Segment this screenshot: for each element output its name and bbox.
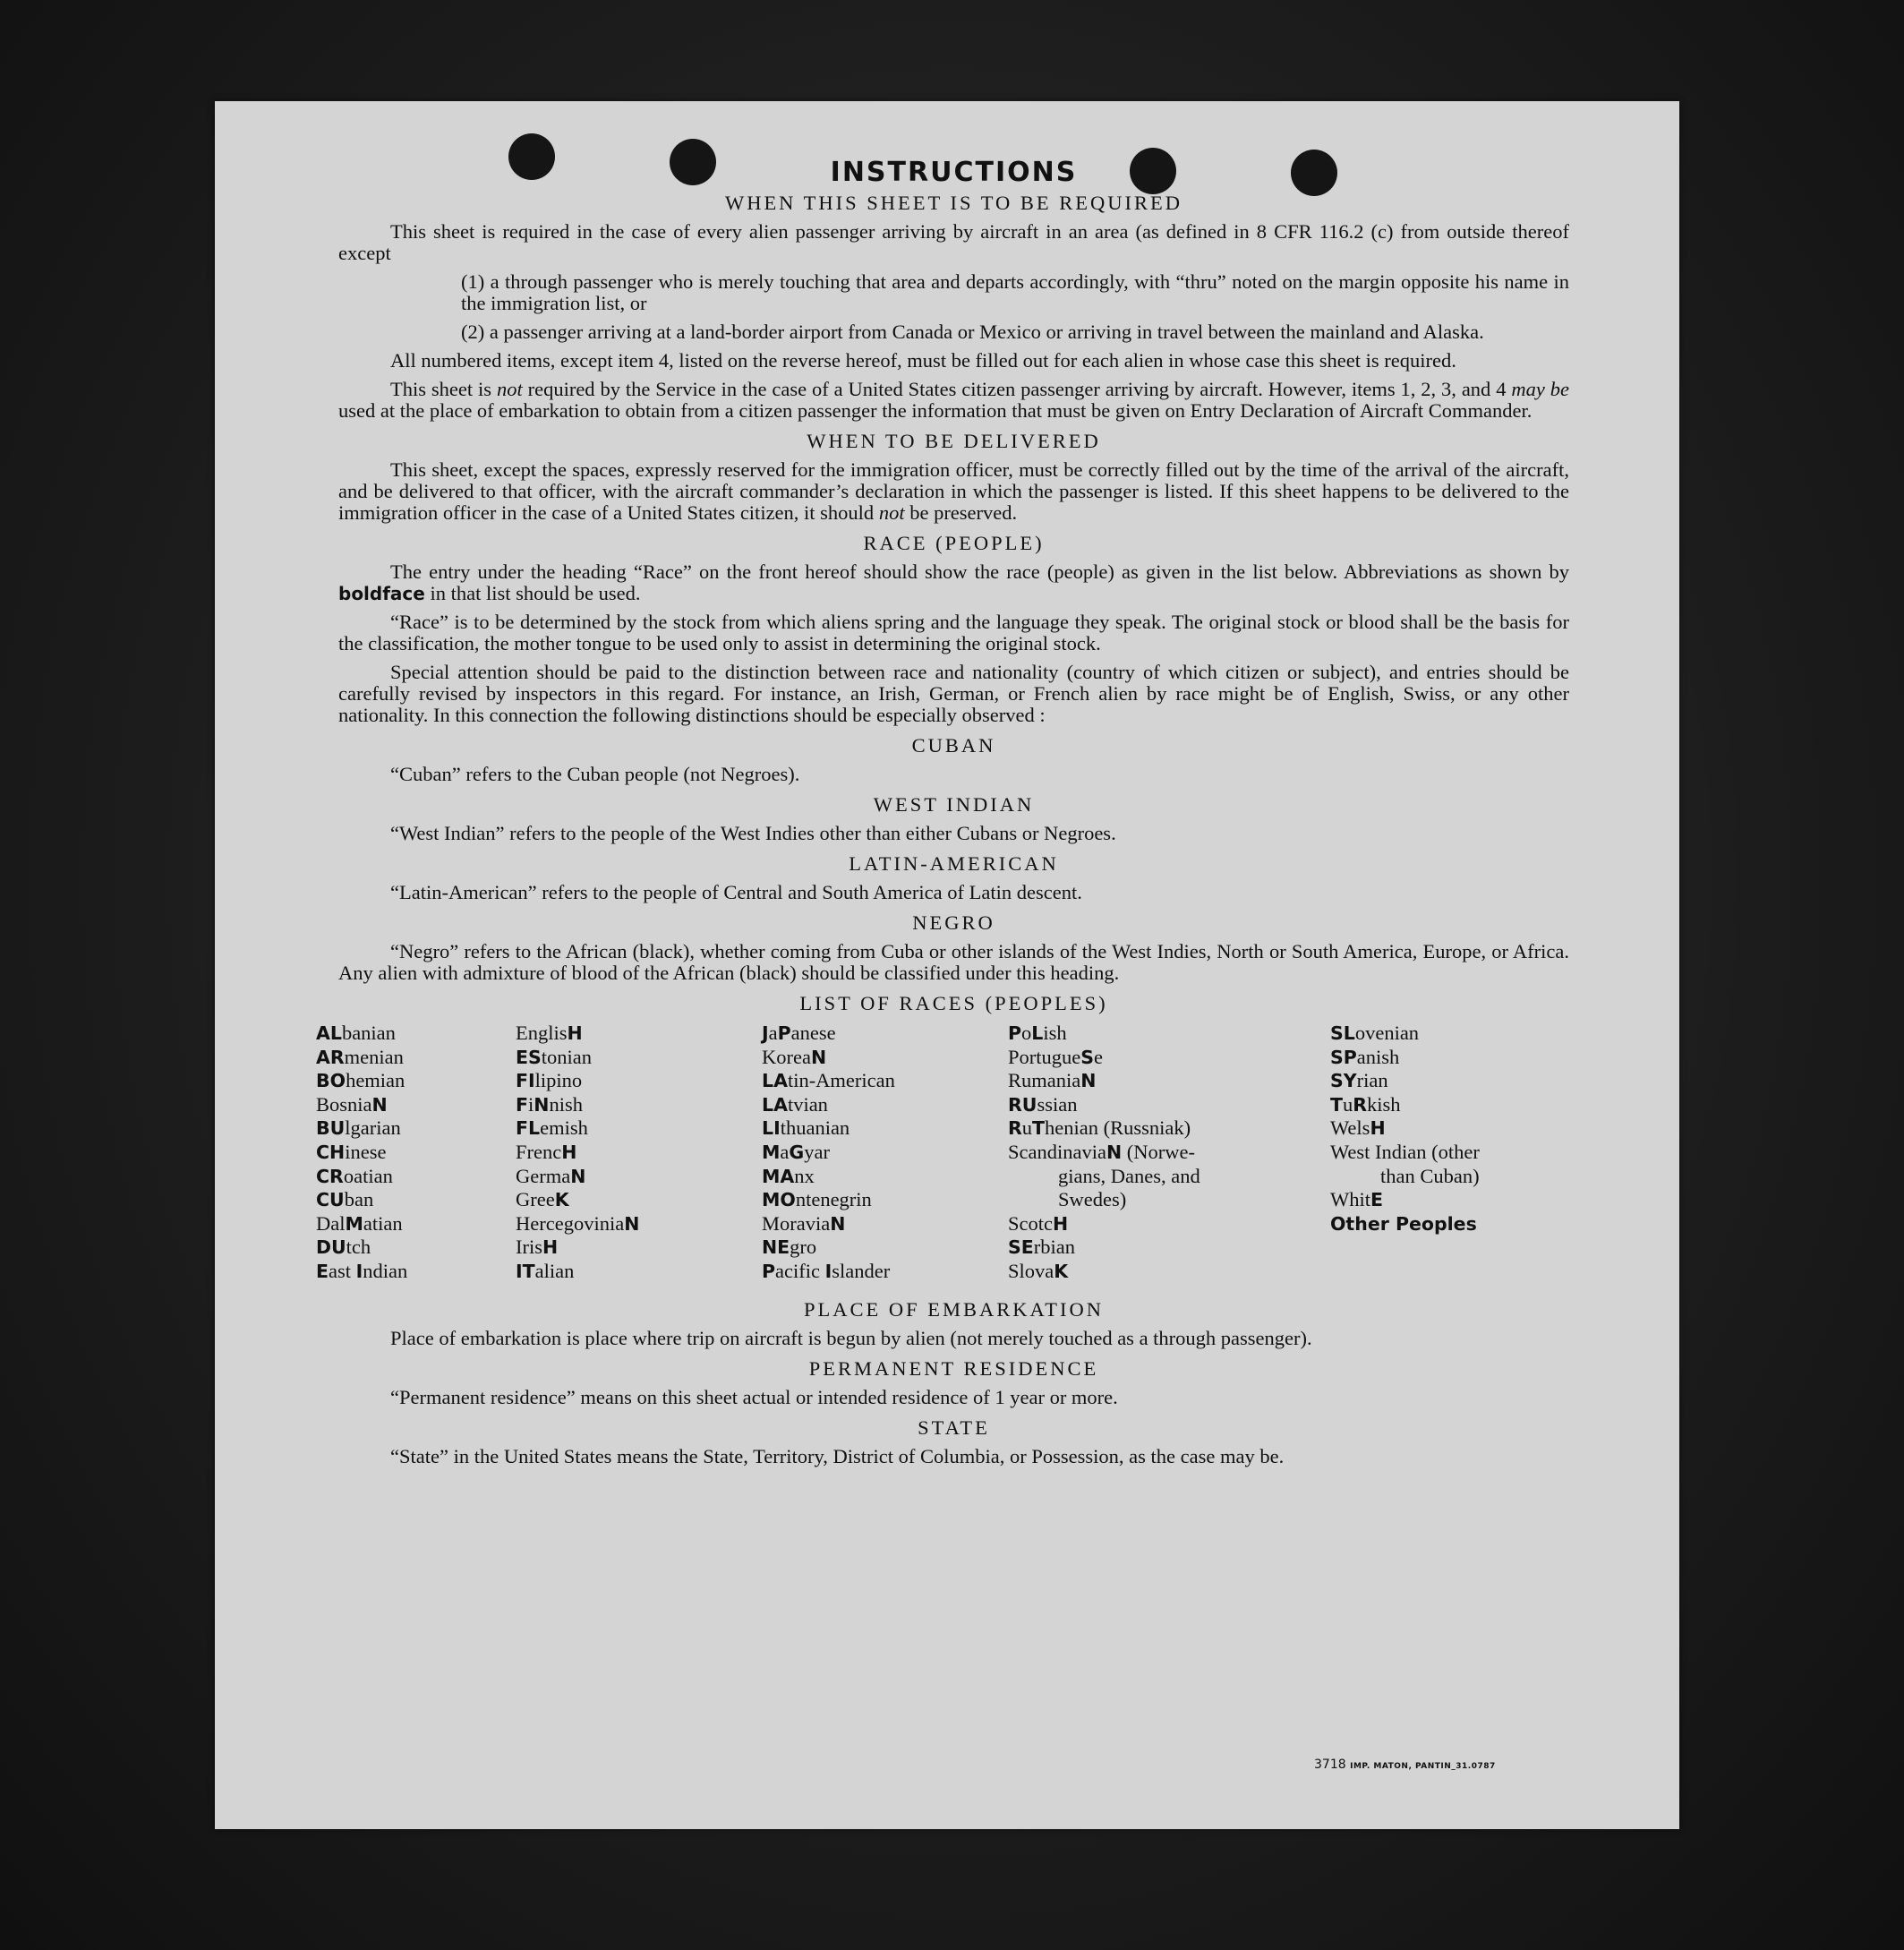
race-text: Swedes): [1058, 1188, 1127, 1211]
race-abbreviation: G: [789, 1141, 805, 1163]
race-abbreviation: FL: [516, 1117, 541, 1140]
race-abbreviation: M: [345, 1212, 363, 1235]
race-entry: [762, 1069, 895, 1093]
race-entry: [1330, 1212, 1480, 1236]
race-text: (Norwe-: [1122, 1140, 1195, 1163]
race-entry: [516, 1141, 639, 1165]
race-text: banian: [341, 1022, 396, 1044]
race-abbreviation: P: [777, 1022, 791, 1044]
race-text: Whit: [1330, 1188, 1370, 1211]
race-text: henian (Russniak): [1045, 1116, 1191, 1140]
race-entry: [1008, 1141, 1200, 1165]
races-column-4: [1008, 1022, 1200, 1284]
race-text: emish: [540, 1116, 588, 1140]
race-entry: [516, 1188, 639, 1212]
race-entry: [316, 1093, 407, 1117]
negro-text: “Negro” refers to the African (black), whether coming from Cuba or other islands of the West Indies, North or South America, Europe, or Africa. Any alien with admixture of blood of the African (black) should be classified under this heading.: [338, 940, 1569, 984]
required-paragraph: This sheet is required in the case of every alien passenger arriving by aircraft in an area (as defined in 8 CFR 116.2 (c) from outside thereof except: [338, 220, 1569, 264]
race-text: inese: [345, 1140, 387, 1163]
race-abbreviation: N: [810, 1046, 827, 1068]
heading-cuban: CUBAN: [911, 734, 996, 757]
race-text: Gree: [516, 1188, 555, 1211]
race-text: Scandinavia: [1008, 1140, 1106, 1163]
races-column-3: [762, 1022, 895, 1284]
race-entry: [316, 1141, 407, 1165]
heading-negro: NEGRO: [912, 911, 995, 934]
race-abbreviation: Other Peoples: [1330, 1212, 1477, 1235]
heading-race: RACE (PEOPLE): [863, 532, 1045, 554]
race-abbreviation: N: [624, 1212, 640, 1235]
race-abbreviation: MO: [762, 1189, 796, 1211]
race-paragraph-2: “Race” is to be determined by the stock from which aliens spring and the language they speak. The original stock or blood shall be the basis for the classification, the mother tongue to be used only to assist in determining the original stock.: [338, 611, 1569, 654]
race-text: Scotc: [1008, 1211, 1053, 1235]
race-abbreviation: SY: [1330, 1070, 1357, 1092]
race-entry: [1008, 1069, 1200, 1093]
race-text: ntenegrin: [795, 1188, 872, 1211]
embarkation-text: Place of embarkation is place where trip on aircraft is begun by alien (not merely touched as a through passenger).: [390, 1327, 1312, 1349]
race-abbreviation: N: [534, 1093, 550, 1116]
race-text: lipino: [534, 1069, 583, 1092]
race-abbreviation: H: [561, 1141, 577, 1163]
race-text: tin-American: [787, 1069, 895, 1092]
race-text: Germa: [516, 1164, 571, 1187]
race-abbreviation: BU: [316, 1117, 346, 1140]
race-abbreviation: N: [371, 1093, 388, 1116]
latin-american-text: “Latin-American” refers to the people of Central and South America of Latin descent.: [390, 881, 1082, 903]
race-entry: [762, 1093, 895, 1117]
race-text: anish: [1356, 1045, 1400, 1068]
race-entry: [762, 1236, 895, 1260]
race-entry: [1330, 1069, 1480, 1093]
race-abbreviation: N: [1106, 1141, 1123, 1163]
race-abbreviation: N: [830, 1212, 846, 1235]
race-text: than Cuban): [1380, 1164, 1480, 1187]
race-abbreviation: LI: [762, 1117, 781, 1140]
race-entry: [516, 1093, 639, 1117]
race-entry: [1008, 1165, 1200, 1189]
race-entry: [1330, 1188, 1480, 1212]
race-abbreviation: M: [762, 1141, 781, 1163]
race-text: gians, Danes, and: [1058, 1164, 1200, 1187]
cuban-text: “Cuban” refers to the Cuban people (not Negroes).: [390, 763, 800, 785]
sheet-content: [316, 155, 1569, 1475]
race-text: u: [1342, 1092, 1353, 1116]
race-abbreviation: I: [824, 1260, 832, 1282]
race-abbreviation: CR: [316, 1165, 344, 1187]
race-entry: [762, 1212, 895, 1236]
west-indian-text: “West Indian” refers to the people of the West Indies other than either Cubans or Negroes.: [390, 822, 1116, 844]
races-column-2: [516, 1022, 639, 1284]
race-text: e: [1094, 1045, 1104, 1068]
race-text: ovenian: [1354, 1022, 1420, 1044]
race-entry: [316, 1165, 407, 1189]
race-text: ndian: [363, 1259, 408, 1282]
race-abbreviation: J: [762, 1022, 769, 1044]
race-entry: [1008, 1022, 1200, 1046]
state-text: “State” in the United States means the State, Territory, District of Columbia, or Possession, as the case may be.: [390, 1445, 1285, 1467]
race-text: Englis: [516, 1022, 568, 1044]
race-abbreviation: N: [570, 1165, 586, 1187]
race-text: Dal: [316, 1211, 346, 1235]
race-abbreviation: ES: [516, 1046, 542, 1068]
race-entry: [516, 1022, 639, 1046]
race-abbreviation: H: [1053, 1212, 1069, 1235]
race-entry: [1330, 1116, 1480, 1141]
race-abbreviation: SL: [1330, 1022, 1355, 1044]
race-abbreviation: H: [567, 1022, 583, 1044]
race-abbreviation: S: [1080, 1046, 1095, 1068]
race-abbreviation: CH: [316, 1141, 346, 1163]
race-text: ssian: [1037, 1092, 1078, 1116]
required-item-2: (2) a passenger arriving at a land-border airport from Canada or Mexico or arriving in travel between the mainland and Alaska.: [461, 321, 1484, 343]
delivered-paragraph: This sheet, except the spaces, expressly reserved for the immigration officer, must be correctly filled out by the time of the arrival of the aircraft, and be delivered to that officer, with the aircraft commander’s declaration in which the passenger is listed. If this sheet happens to be delivered to the immigration officer in the case of a United States citizen, it should not be preserved.: [338, 458, 1569, 524]
race-abbreviation: R: [1008, 1117, 1022, 1140]
race-abbreviation: E: [1370, 1189, 1384, 1211]
race-abbreviation: R: [1353, 1093, 1368, 1116]
race-entry: [762, 1260, 895, 1284]
race-entry: [1330, 1141, 1480, 1165]
printer-imprint: [1314, 1758, 1496, 1772]
race-abbreviation: DU: [316, 1236, 346, 1259]
race-entry: [1008, 1212, 1200, 1236]
race-text: yar: [804, 1140, 830, 1163]
race-abbreviation: IT: [516, 1260, 535, 1282]
race-text: ish: [1043, 1022, 1067, 1044]
race-entry: [1330, 1046, 1480, 1070]
race-entry: [762, 1046, 895, 1070]
race-paragraph-3: Special attention should be paid to the distinction between race and nationality (country of which citizen or subject), and entries should be carefully revised by inspectors in this regard. For instance, an Irish, German, or French alien by race might be of English, Swiss, or any other nationality. In this connection the following distinctions should be especially observed :: [338, 661, 1569, 726]
race-entry: [316, 1236, 407, 1260]
race-entry: [1008, 1236, 1200, 1260]
heading-west-indian: WEST INDIAN: [873, 793, 1035, 816]
race-text: ban: [344, 1188, 374, 1211]
race-paragraph-1: The entry under the heading “Race” on the front hereof should show the race (people) as given in the list below. Abbreviations as shown by boldface in that list should be used.: [338, 560, 1569, 604]
race-entry: [762, 1141, 895, 1165]
race-entry: [1330, 1165, 1480, 1189]
race-entry: [762, 1022, 895, 1046]
races-column-5: [1330, 1022, 1480, 1236]
race-text: atian: [363, 1211, 403, 1235]
race-entry: [316, 1116, 407, 1141]
race-text: oatian: [343, 1164, 393, 1187]
race-entry: [762, 1116, 895, 1141]
race-text: nish: [549, 1092, 583, 1116]
race-abbreviation: AR: [316, 1046, 345, 1068]
race-abbreviation: F: [516, 1093, 529, 1116]
race-abbreviation: LA: [762, 1070, 788, 1092]
race-abbreviation: NE: [762, 1236, 790, 1259]
race-text: a: [768, 1022, 778, 1044]
race-abbreviation: SE: [1008, 1236, 1034, 1259]
citizen-paragraph: This sheet is not required by the Service in the case of a United States citizen passenger arriving by aircraft. However, items 1, 2, 3, and 4 may be used at the place of embarkation to obtain from a citizen passenger the information that must be given on Entry Declaration of Aircraft Commander.: [338, 378, 1569, 422]
race-entry: [516, 1046, 639, 1070]
race-abbreviation: SP: [1330, 1046, 1357, 1068]
race-text: West Indian (other: [1330, 1140, 1480, 1163]
race-text: rbian: [1033, 1236, 1076, 1259]
race-abbreviation: RU: [1008, 1093, 1037, 1116]
race-text: Slova: [1008, 1259, 1054, 1282]
race-text: Bosnia: [316, 1092, 372, 1116]
race-text: Frenc: [516, 1140, 562, 1163]
race-entry: [516, 1069, 639, 1093]
race-text: gro: [790, 1236, 817, 1259]
race-abbreviation: H: [542, 1236, 559, 1259]
race-entry: [1330, 1022, 1480, 1046]
race-abbreviation: FI: [516, 1070, 535, 1092]
race-text: Korea: [762, 1045, 811, 1068]
race-text: Wels: [1330, 1116, 1370, 1140]
race-entry: [516, 1165, 639, 1189]
race-abbreviation: P: [762, 1260, 776, 1282]
form-number: 3718: [1314, 1758, 1346, 1772]
race-abbreviation: LA: [762, 1093, 788, 1116]
race-text: lgarian: [345, 1116, 401, 1140]
race-text: thuanian: [780, 1116, 850, 1140]
race-text: hemian: [346, 1069, 406, 1092]
race-text: Hercegovinia: [516, 1211, 625, 1235]
race-entry: [516, 1260, 639, 1284]
race-text: Moravia: [762, 1211, 831, 1235]
race-abbreviation: E: [316, 1260, 329, 1282]
heading-list-of-races: LIST OF RACES (PEOPLES): [799, 992, 1108, 1014]
heading-delivered: WHEN TO BE DELIVERED: [807, 430, 1101, 452]
race-abbreviation: P: [1008, 1022, 1022, 1044]
residence-text: “Permanent residence” means on this sheet actual or intended residence of 1 year or more.: [390, 1386, 1118, 1408]
instruction-sheet: [215, 101, 1679, 1829]
race-text: tch: [346, 1236, 371, 1259]
race-entry: [516, 1236, 639, 1260]
race-text: i: [528, 1092, 534, 1116]
race-abbreviation: BO: [316, 1070, 346, 1092]
race-abbreviation: I: [355, 1260, 363, 1282]
heading-residence: PERMANENT RESIDENCE: [808, 1357, 1099, 1380]
race-text: anese: [790, 1022, 836, 1044]
race-entry: [316, 1212, 407, 1236]
race-entry: [316, 1188, 407, 1212]
race-entry: [762, 1165, 895, 1189]
race-text: alian: [534, 1259, 575, 1282]
race-entry: [516, 1116, 639, 1141]
race-text: acific: [775, 1259, 825, 1282]
race-abbreviation: K: [1054, 1260, 1069, 1282]
heading-latin-american: LATIN-AMERICAN: [849, 852, 1059, 875]
race-abbreviation: N: [1080, 1070, 1097, 1092]
race-abbreviation: H: [1370, 1117, 1386, 1140]
race-text: Rumania: [1008, 1069, 1081, 1092]
race-text: tonian: [541, 1045, 593, 1068]
race-text: slander: [832, 1259, 891, 1282]
race-entry: [316, 1046, 407, 1070]
race-abbreviation: K: [554, 1189, 569, 1211]
numbered-items-paragraph: All numbered items, except item 4, listed on the reverse hereof, must be filled out for each alien in whose case this sheet is required.: [390, 349, 1456, 372]
race-abbreviation: AL: [316, 1022, 342, 1044]
race-text: ast: [329, 1259, 356, 1282]
race-text: rian: [1356, 1069, 1388, 1092]
race-abbreviation: L: [1031, 1022, 1044, 1044]
race-text: nx: [794, 1164, 815, 1187]
race-entry: [762, 1188, 895, 1212]
races-list: [316, 1022, 1569, 1290]
heading-required: WHEN THIS SHEET IS TO BE REQUIRED: [724, 192, 1183, 214]
race-text: o: [1021, 1022, 1032, 1044]
race-entry: [1008, 1046, 1200, 1070]
race-text: u: [1021, 1116, 1033, 1140]
heading-embarkation: PLACE OF EMBARKATION: [803, 1298, 1105, 1321]
race-abbreviation: MA: [762, 1165, 795, 1187]
race-entry: [1330, 1093, 1480, 1117]
printer-name: IMP. MATON, PANTIN_31.0787: [1350, 1762, 1496, 1771]
race-text: Portugue: [1008, 1045, 1081, 1068]
race-abbreviation: CU: [316, 1189, 345, 1211]
race-abbreviation: T: [1330, 1093, 1343, 1116]
race-entry: [316, 1260, 407, 1284]
race-entry: [1008, 1116, 1200, 1141]
races-column-1: [316, 1022, 407, 1284]
page-title: INSTRUCTIONS: [830, 157, 1078, 188]
required-item-1: (1) a through passenger who is merely touching that area and departs accordingly, with “thru” noted on the margin opposite his name in the immigration list, or: [461, 270, 1569, 314]
race-entry: [1008, 1188, 1200, 1212]
race-text: a: [780, 1140, 790, 1163]
heading-state: STATE: [918, 1416, 990, 1439]
race-entry: [1008, 1093, 1200, 1117]
race-entry: [1008, 1260, 1200, 1284]
race-text: Iris: [516, 1236, 542, 1259]
race-text: tvian: [787, 1092, 828, 1116]
race-entry: [316, 1069, 407, 1093]
race-text: kish: [1367, 1092, 1401, 1116]
race-entry: [316, 1022, 407, 1046]
race-entry: [516, 1212, 639, 1236]
race-text: menian: [344, 1045, 404, 1068]
race-abbreviation: T: [1032, 1117, 1046, 1140]
